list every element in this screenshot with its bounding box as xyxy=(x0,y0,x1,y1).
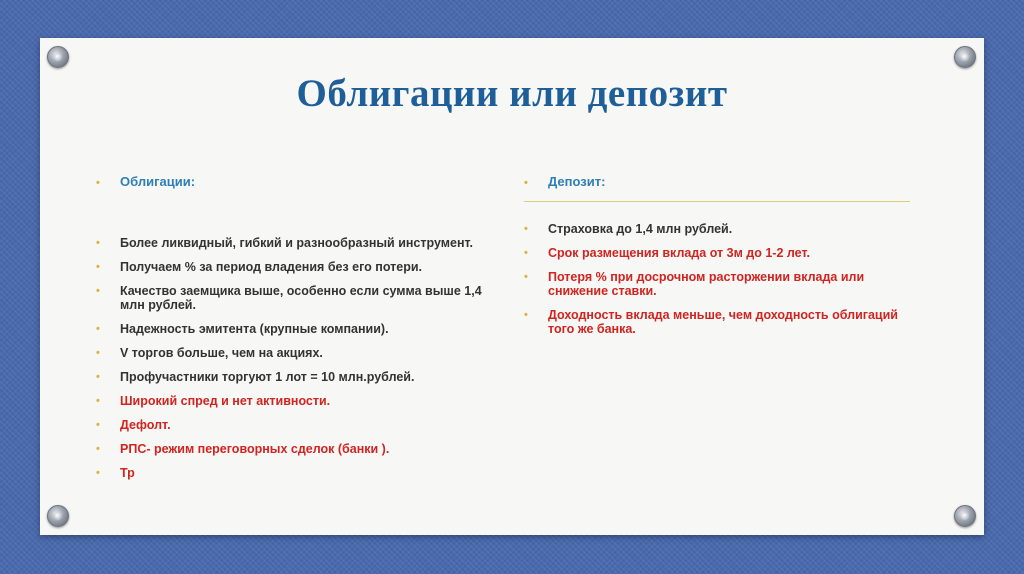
list-item-text: Более ликвидный, гибкий и разнообразный инструмент. xyxy=(120,236,474,250)
list-item xyxy=(96,346,488,360)
list-item xyxy=(524,270,910,298)
bonds-header xyxy=(96,174,488,201)
list-item-text: Тр xyxy=(120,466,135,480)
bonds-column xyxy=(96,174,488,490)
deposit-header-label: Депозит: xyxy=(548,174,606,189)
list-item xyxy=(96,322,488,336)
slide-title: Облигации или депозит xyxy=(296,72,728,115)
list-item xyxy=(96,418,488,432)
deposit-list xyxy=(524,222,910,336)
bullet-icon: • xyxy=(524,223,528,235)
slide-card xyxy=(40,38,984,535)
list-item-text: Качество заемщика выше, особенно если сумма выше 1,4 млн рублей. xyxy=(120,284,482,312)
list-item-text: РПС- режим переговорных сделок (банки ). xyxy=(120,442,390,456)
bullet-icon: • xyxy=(96,237,100,249)
list-item-text: Широкий спред и нет активности. xyxy=(120,394,331,408)
list-item-text: Потеря % при досрочном расторжении вклада или снижение ставки. xyxy=(548,270,865,298)
list-item xyxy=(524,222,910,236)
bullet-icon: • xyxy=(96,285,100,297)
list-item xyxy=(524,246,910,260)
list-item-text: Доходность вклада меньше, чем доходность облигаций того же банка. xyxy=(548,308,898,336)
pushpin-icon xyxy=(47,505,69,527)
bullet-icon: • xyxy=(96,177,100,189)
list-item xyxy=(96,466,488,480)
list-item-text: Надежность эмитента (крупные компании). xyxy=(120,322,389,336)
bullet-icon: • xyxy=(96,347,100,359)
bonds-list xyxy=(96,236,488,480)
bullet-icon: • xyxy=(96,371,100,383)
bullet-icon: • xyxy=(96,395,100,407)
pushpin-icon xyxy=(954,505,976,527)
deposit-header xyxy=(524,174,910,202)
bullet-icon: • xyxy=(96,323,100,335)
list-item xyxy=(96,394,488,408)
pushpin-icon xyxy=(954,46,976,68)
list-item-text: Срок размещения вклада от 3м до 1-2 лет. xyxy=(548,246,810,260)
bullet-icon: • xyxy=(96,261,100,273)
pushpin-icon xyxy=(47,46,69,68)
list-item-text: Получаем % за период владения без его потери. xyxy=(120,260,423,274)
bullet-icon: • xyxy=(524,271,528,283)
bullet-icon: • xyxy=(96,419,100,431)
list-item-text: V торгов больше, чем на акциях. xyxy=(120,346,323,360)
list-item xyxy=(96,442,488,456)
bullet-icon: • xyxy=(96,467,100,479)
list-item xyxy=(96,284,488,312)
list-item xyxy=(96,260,488,274)
bullet-icon: • xyxy=(96,443,100,455)
list-item xyxy=(96,370,488,384)
bullet-icon: • xyxy=(524,247,528,259)
deposit-column xyxy=(524,174,910,346)
list-item xyxy=(524,308,910,336)
list-item-text: Страховка до 1,4 млн рублей. xyxy=(548,222,733,236)
list-item-text: Профучастники торгуют 1 лот = 10 млн.рублей. xyxy=(120,370,415,384)
bullet-icon: • xyxy=(524,309,528,321)
bullet-icon: • xyxy=(524,177,528,189)
list-item-text: Дефолт. xyxy=(120,418,171,432)
bonds-header-label: Облигации: xyxy=(120,174,196,189)
list-item xyxy=(96,236,488,250)
